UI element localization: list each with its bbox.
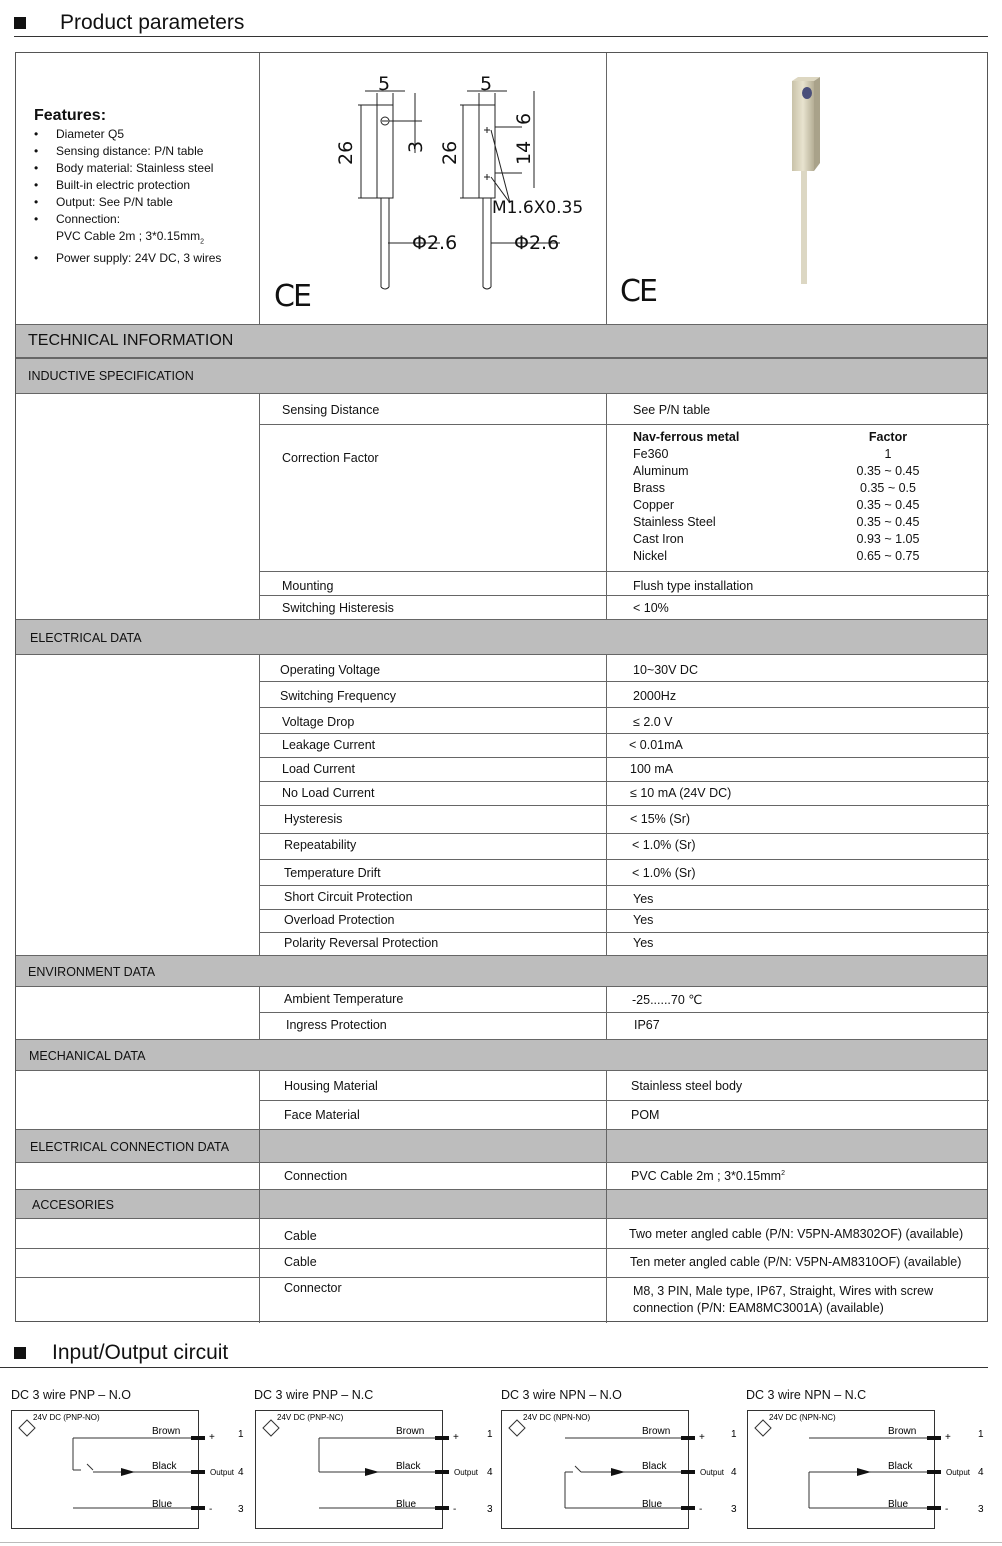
svg-text:5: 5 xyxy=(480,73,493,95)
bottom-rule xyxy=(0,1542,1002,1543)
svg-text:Blue: Blue xyxy=(396,1499,417,1510)
spec-label: Short Circuit Protection xyxy=(284,890,413,904)
svg-text:Black: Black xyxy=(396,1461,421,1472)
spec-label: Connection xyxy=(284,1169,348,1183)
svg-text:Blue: Blue xyxy=(642,1499,663,1510)
svg-text:5: 5 xyxy=(378,73,391,95)
spec-label: Repeatability xyxy=(284,838,357,852)
spec-label: No Load Current xyxy=(282,786,375,800)
svg-text:Brown: Brown xyxy=(642,1426,671,1437)
spec-value: PVC Cable 2m ; $3*0.15mm^2$ xyxy=(631,1169,785,1183)
features-block xyxy=(34,107,221,267)
spec-label: Leakage Current xyxy=(282,738,376,752)
svg-text:1: 1 xyxy=(731,1429,737,1440)
spec-label: Overload Protection xyxy=(284,913,395,927)
ce-mark-icon: CE xyxy=(274,279,310,314)
svg-text:-: - xyxy=(209,1504,213,1515)
spec-value: < 0.01mA xyxy=(629,738,683,752)
feature-item: • Sensing distance: P/N table xyxy=(34,143,221,160)
spec-value: < 1.0% (Sr) xyxy=(632,866,696,880)
svg-text:3: 3 xyxy=(978,1504,984,1515)
band-accessories: ACCESORIES xyxy=(16,1189,987,1219)
feature-item: • Body material: Stainless steel xyxy=(34,160,221,177)
circuit-npn-nc xyxy=(747,1408,987,1530)
svg-text:Brown: Brown xyxy=(396,1426,425,1437)
svg-text:24V DC (PNP-NC): 24V DC (PNP-NC) xyxy=(277,1413,344,1422)
svg-text:1: 1 xyxy=(238,1429,244,1440)
svg-text:3: 3 xyxy=(487,1504,493,1515)
spec-value: Yes xyxy=(633,892,654,906)
circuit-title: DC 3 wire NPN – N.C xyxy=(746,1388,867,1402)
ce-mark-icon: CE xyxy=(620,274,656,309)
spec-label: Face Material xyxy=(284,1108,360,1122)
svg-text:1: 1 xyxy=(487,1429,493,1440)
svg-text:Black: Black xyxy=(642,1461,667,1472)
svg-text:26: 26 xyxy=(335,140,357,165)
svg-text:6: 6 xyxy=(513,112,535,125)
svg-text:26: 26 xyxy=(439,140,461,165)
spec-label: Cable xyxy=(284,1229,317,1243)
spec-label: Housing Material xyxy=(284,1079,378,1093)
spec-label: Voltage Drop xyxy=(282,715,355,729)
dimension-drawing xyxy=(260,53,606,324)
square-bullet-icon xyxy=(14,1347,26,1359)
band-electrical-connection-data: ELECTRICAL CONNECTION DATA xyxy=(16,1129,987,1163)
circuit-npn-no xyxy=(501,1408,741,1530)
svg-text:Output: Output xyxy=(210,1468,235,1477)
spec-label: Switching Frequency xyxy=(280,689,397,703)
spec-label: Hysteresis xyxy=(284,812,343,826)
circuit-title: DC 3 wire PNP – N.O xyxy=(11,1388,131,1402)
feature-connection-detail: PVC Cable 2m ; 3*0.15mm xyxy=(56,229,201,243)
spec-value: 10~30V DC xyxy=(633,663,698,677)
band-electrical-data: ELECTRICAL DATA xyxy=(16,619,987,655)
spec-value: < 15% (Sr) xyxy=(630,812,691,826)
svg-text:Φ2.6: Φ2.6 xyxy=(412,232,458,254)
spec-value: M8, 3 PIN, Male type, IP67, Straight, Wires with screw connection (P/N: EAM8MC3001A) (available) xyxy=(633,1284,934,1315)
band-inductive-specification: INDUCTIVE SPECIFICATION xyxy=(16,358,987,394)
svg-text:4: 4 xyxy=(238,1467,244,1478)
band-mechanical-data: MECHANICAL DATA xyxy=(16,1039,987,1071)
spec-label: Correction Factor xyxy=(282,451,379,465)
spec-label: Ambient Temperature xyxy=(284,992,404,1006)
section-rule xyxy=(14,36,988,37)
svg-text:Blue: Blue xyxy=(888,1499,909,1510)
spec-value: Yes xyxy=(633,913,654,927)
correction-factor-table: Nav-ferrous metal Factor Fe360 1 Aluminum 0.35 ~ 0.45 Brass 0.35 ~ 0.5 Copper 0.35 ~ 0.45 Stainless Steel 0.35 ~ 0.45 Cast Iron 0.93 ~ 1.05 Nickel 0.65 ~ 0.75 xyxy=(633,430,920,563)
spec-label: Polarity Reversal Protection xyxy=(284,936,439,950)
svg-text:14: 14 xyxy=(513,140,535,165)
svg-text:M1.6X0.35: M1.6X0.35 xyxy=(492,198,584,218)
section-product-parameters xyxy=(14,8,244,38)
square-bullet-icon xyxy=(14,17,26,29)
spec-label: Switching Histeresis xyxy=(282,601,394,615)
section-title: Product parameters xyxy=(60,11,245,34)
svg-text:+: + xyxy=(453,1432,459,1443)
svg-text:24V DC (NPN-NC): 24V DC (NPN-NC) xyxy=(769,1413,836,1422)
spec-label: Operating Voltage xyxy=(280,663,381,677)
features-title: Features: xyxy=(34,107,107,124)
spec-label: Connector xyxy=(284,1281,342,1295)
svg-text:4: 4 xyxy=(731,1467,737,1478)
svg-text:Output: Output xyxy=(454,1468,479,1477)
svg-text:1: 1 xyxy=(978,1429,984,1440)
spec-label: Cable xyxy=(284,1255,317,1269)
svg-text:-: - xyxy=(453,1504,457,1515)
svg-text:Output: Output xyxy=(946,1468,971,1477)
spec-value: IP67 xyxy=(634,1018,660,1032)
spec-value: -25......70 ℃ xyxy=(632,993,703,1007)
spec-value: Yes xyxy=(633,936,654,950)
svg-text:4: 4 xyxy=(978,1467,984,1478)
circuit-title: DC 3 wire PNP – N.C xyxy=(254,1388,374,1402)
feature-item: • Connection: PVC Cable 2m ; $3*0.15mm_2$ xyxy=(34,211,221,250)
spec-value: Two meter angled cable (P/N: V5PN-AM8302OF) (available) xyxy=(629,1227,964,1241)
circuit-pnp-nc xyxy=(255,1408,495,1530)
spec-value: 2000Hz xyxy=(633,689,677,703)
spec-label: Mounting xyxy=(282,579,334,593)
section-rule xyxy=(0,1367,988,1368)
section-io-circuit xyxy=(14,1338,228,1368)
spec-label: Load Current xyxy=(282,762,355,776)
section-title: Input/Output circuit xyxy=(52,1341,229,1364)
spec-value: ≤ 10 mA (24V DC) xyxy=(630,786,732,800)
spec-value: 100 mA xyxy=(630,762,674,776)
spec-value: See P/N table xyxy=(633,403,711,417)
svg-text:4: 4 xyxy=(487,1467,493,1478)
spec-value: ≤ 2.0 V xyxy=(633,715,673,729)
spec-table xyxy=(15,52,988,1322)
svg-text:+: + xyxy=(209,1432,215,1443)
band-technical-information: TECHNICAL INFORMATION xyxy=(16,324,987,358)
spec-value: Flush type installation xyxy=(633,579,754,593)
feature-item: • Output: See P/N table xyxy=(34,194,221,211)
svg-text:Blue: Blue xyxy=(152,1499,173,1510)
feature-item: • Diameter Q5 xyxy=(34,126,221,143)
spec-label: Sensing Distance xyxy=(282,403,380,417)
svg-text:+: + xyxy=(945,1432,951,1443)
product-photo xyxy=(786,77,836,287)
spec-label: Ingress Protection xyxy=(286,1018,387,1032)
svg-text:Output: Output xyxy=(700,1468,725,1477)
svg-text:3: 3 xyxy=(731,1504,737,1515)
band-environment-data: ENVIRONMENT DATA xyxy=(16,955,987,987)
svg-text:Black: Black xyxy=(888,1461,913,1472)
feature-item: • Power supply: 24V DC, 3 wires xyxy=(34,250,221,267)
circuit-pnp-no xyxy=(11,1408,251,1530)
svg-text:24V DC (PNP-NO): 24V DC (PNP-NO) xyxy=(33,1413,100,1422)
spec-value: Stainless steel body xyxy=(631,1079,743,1093)
svg-text:Black: Black xyxy=(152,1461,177,1472)
svg-text:3: 3 xyxy=(238,1504,244,1515)
spec-value: < 1.0% (Sr) xyxy=(632,838,696,852)
feature-item: • Built-in electric protection xyxy=(34,177,221,194)
spec-label: Temperature Drift xyxy=(284,866,381,880)
svg-text:-: - xyxy=(945,1504,949,1515)
svg-text:Φ2.6: Φ2.6 xyxy=(514,232,560,254)
svg-text:3: 3 xyxy=(405,140,427,153)
spec-value: POM xyxy=(631,1108,660,1122)
spec-value: Ten meter angled cable (P/N: V5PN-AM8310OF) (available) xyxy=(630,1255,962,1269)
svg-text:Brown: Brown xyxy=(888,1426,917,1437)
svg-text:-: - xyxy=(699,1504,703,1515)
spec-value: < 10% xyxy=(633,601,669,615)
svg-text:Brown: Brown xyxy=(152,1426,181,1437)
svg-text:24V DC (NPN-NO): 24V DC (NPN-NO) xyxy=(523,1413,591,1422)
circuit-title: DC 3 wire NPN – N.O xyxy=(501,1388,622,1402)
svg-text:+: + xyxy=(699,1432,705,1443)
